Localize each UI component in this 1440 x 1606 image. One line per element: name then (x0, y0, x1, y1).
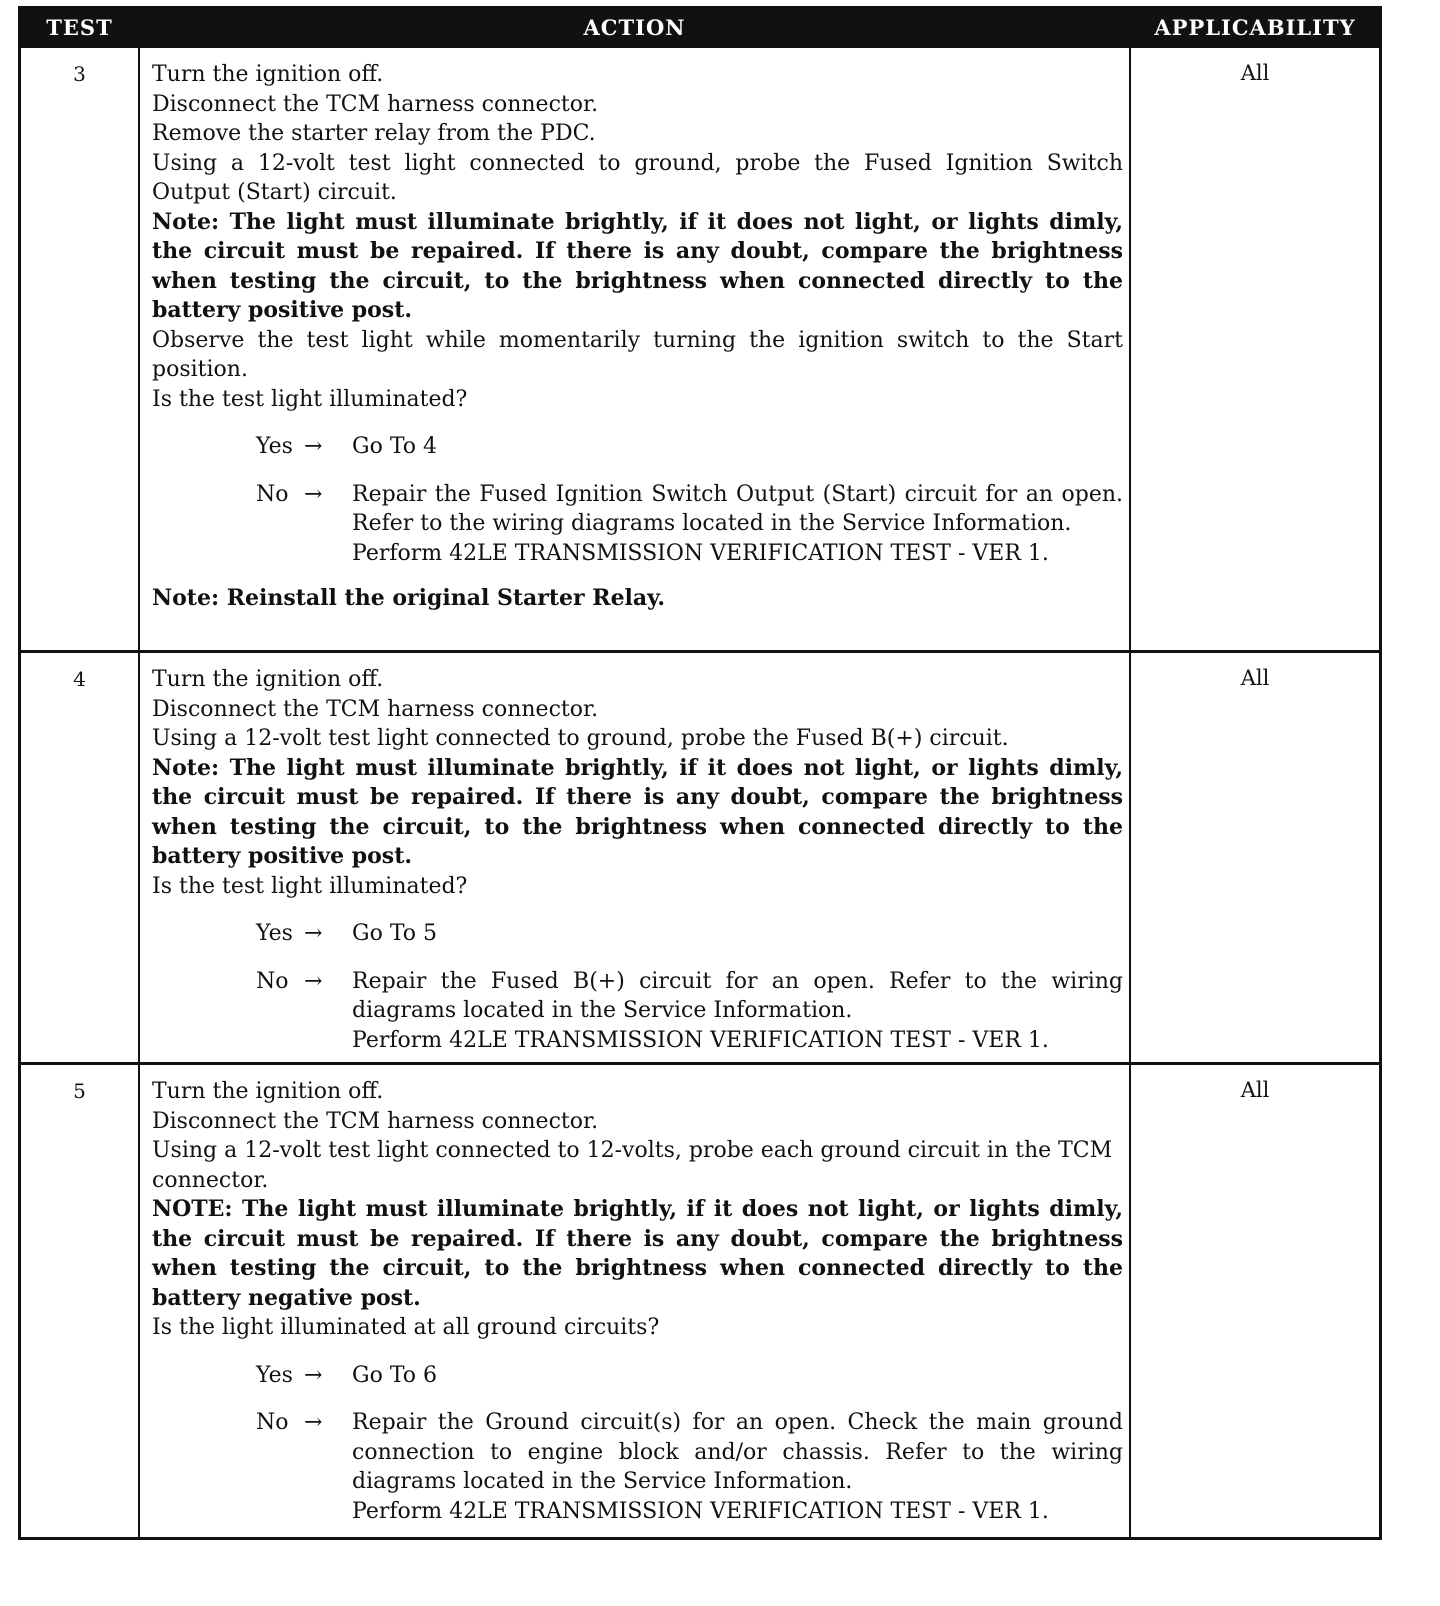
arrow-right-icon: → (304, 921, 323, 946)
test-number: 4 (21, 653, 140, 1062)
note: Note: The light must illuminate brightly, if it does not light, or lights dimly, the circuit must be repaired. If there is any doubt, compare the brightness when testing the circuit, to the brightness when connected directly to the battery positive post. (152, 208, 1123, 323)
arrow-right-icon: → (304, 968, 323, 994)
table-row-test-4 (21, 650, 1379, 1062)
step: Using a 12-volt test light connected to ground, probe the Fused Ignition Switch Output (Start) circuit. (152, 150, 1123, 205)
question: Is the test light illuminated? (152, 386, 468, 412)
table-row-test-5 (21, 1062, 1379, 1537)
applicability: All (1240, 61, 1270, 85)
table-header (21, 9, 1379, 45)
applicability: All (1240, 666, 1270, 690)
step: Disconnect the TCM harness connector. (152, 696, 599, 722)
test-action (140, 653, 1131, 1062)
question: Is the test light illuminated? (152, 873, 468, 899)
step: Turn the ignition off. (152, 1079, 384, 1104)
yes-label: Yes (256, 921, 293, 946)
yes-branch (152, 1361, 1123, 1391)
no-label: No (256, 481, 289, 507)
step: Using a 12-volt test light connected to 12-volts, probe each ground circuit in the TCM connector. (152, 1138, 1113, 1193)
no-result (352, 480, 1123, 569)
no-result (352, 967, 1123, 1056)
no-branch (152, 480, 1123, 569)
header-test: TEST (46, 14, 113, 40)
arrow-right-icon: → (304, 1410, 323, 1435)
no-branch (152, 967, 1123, 1056)
question: Is the light illuminated at all ground circuits? (152, 1315, 660, 1340)
step: Disconnect the TCM harness connector. (152, 91, 599, 117)
arrow-right-icon: → (304, 434, 323, 459)
no-label: No (256, 1410, 289, 1435)
step: Turn the ignition off. (152, 62, 384, 87)
no-branch (152, 1408, 1123, 1526)
no-result-text: Repair the Ground circuit(s) for an open. Check the main ground connection to engine block and/or chassis. Refer to the wiring diagrams located in the Service Information. (352, 1410, 1123, 1494)
yes-branch (152, 432, 1123, 462)
arrow-right-icon: → (304, 1362, 323, 1388)
no-result-text: Repair the Fused Ignition Switch Output (Start) circuit for an open. Refer to the wiring diagrams located in the Service Information. (352, 481, 1123, 536)
yes-label: Yes (256, 1362, 293, 1388)
note: NOTE: The light must illuminate brightly, if it does not light, or lights dimly, the circuit must be repaired. If there is any doubt, compare the brightness when testing the circuit, to the brightness when connected directly to the battery negative post. (152, 1196, 1123, 1311)
yes-label: Yes (256, 434, 293, 459)
step: Remove the starter relay from the PDC. (152, 121, 596, 146)
yes-result: Go To 5 (352, 921, 438, 946)
header-action: ACTION (583, 14, 686, 40)
test-number: 5 (21, 1065, 140, 1537)
no-result (352, 1408, 1123, 1526)
yes-result: Go To 4 (352, 434, 438, 459)
no-result-perform: Perform 42LE TRANSMISSION VERIFICATION TEST - VER 1. (352, 1027, 1049, 1053)
test-action (140, 1065, 1131, 1537)
applicability: All (1240, 1078, 1270, 1102)
test-number: 3 (21, 48, 140, 650)
step: Using a 12-volt test light connected to ground, probe the Fused B(+) circuit. (152, 726, 1009, 751)
yes-result: Go To 6 (352, 1362, 438, 1388)
no-result-text: Repair the Fused B(+) circuit for an open. Refer to the wiring diagrams located in the Service Information. (352, 968, 1123, 1023)
step: Turn the ignition off. (152, 667, 384, 692)
final-note: Note: Reinstall the original Starter Relay. (152, 585, 666, 611)
step: Disconnect the TCM harness connector. (152, 1108, 599, 1134)
header-applicability: APPLICABILITY (1154, 14, 1356, 40)
observe-step: Observe the test light while momentarily turning the ignition switch to the Start position. (152, 327, 1123, 382)
diagnostic-test-table (18, 6, 1382, 1540)
no-label: No (256, 968, 289, 994)
no-result-perform: Perform 42LE TRANSMISSION VERIFICATION TEST - VER 1. (352, 1498, 1049, 1524)
no-result-perform: Perform 42LE TRANSMISSION VERIFICATION TEST - VER 1. (352, 540, 1049, 566)
note: Note: The light must illuminate brightly, if it does not light, or lights dimly, the circuit must be repaired. If there is any doubt, compare the brightness when testing the circuit, to the brightness when connected directly to the battery positive post. (152, 754, 1123, 869)
arrow-right-icon: → (304, 481, 323, 507)
yes-branch (152, 919, 1123, 949)
table-row-test-3 (21, 45, 1379, 650)
test-action (140, 48, 1131, 650)
